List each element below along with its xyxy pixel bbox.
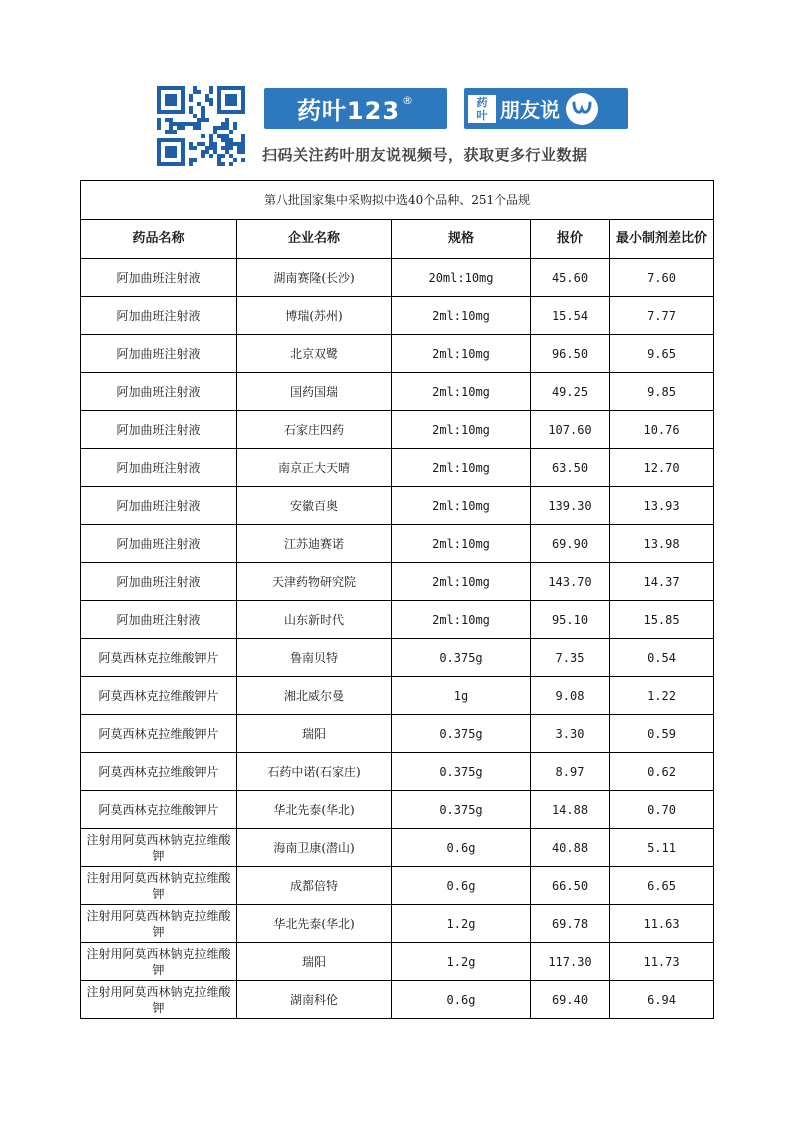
cell-unit-price: 0.59 bbox=[610, 715, 714, 753]
cell-price: 69.78 bbox=[531, 905, 610, 943]
cell-spec: 0.375g bbox=[392, 791, 531, 829]
column-header-spec: 规格 bbox=[392, 220, 531, 259]
cell-unit-price: 0.54 bbox=[610, 639, 714, 677]
table-row bbox=[81, 411, 714, 449]
table-row bbox=[81, 601, 714, 639]
cell-drug-name: 阿加曲班注射液 bbox=[81, 487, 237, 525]
cell-spec: 2ml:10mg bbox=[392, 487, 531, 525]
channel-icon bbox=[566, 93, 598, 125]
cell-company: 北京双鹭 bbox=[237, 335, 392, 373]
table-row bbox=[81, 525, 714, 563]
tagline: 扫码关注药叶朋友说视频号，获取更多行业数据 bbox=[262, 146, 588, 164]
cell-company: 瑞阳 bbox=[237, 943, 392, 981]
cell-spec: 2ml:10mg bbox=[392, 411, 531, 449]
cell-drug-name: 阿莫西林克拉维酸钾片 bbox=[81, 791, 237, 829]
table-row bbox=[81, 563, 714, 601]
cell-price: 143.70 bbox=[531, 563, 610, 601]
cell-drug-name: 阿莫西林克拉维酸钾片 bbox=[81, 753, 237, 791]
cell-drug-name: 阿加曲班注射液 bbox=[81, 297, 237, 335]
cell-price: 8.97 bbox=[531, 753, 610, 791]
cell-unit-price: 0.62 bbox=[610, 753, 714, 791]
cell-drug-name: 注射用阿莫西林钠克拉维酸钾 bbox=[81, 905, 237, 943]
cell-spec: 2ml:10mg bbox=[392, 563, 531, 601]
table-row bbox=[81, 905, 714, 943]
table-row bbox=[81, 677, 714, 715]
table-row bbox=[81, 715, 714, 753]
table-row bbox=[81, 373, 714, 411]
cell-drug-name: 注射用阿莫西林钠克拉维酸钾 bbox=[81, 981, 237, 1019]
cell-unit-price: 1.22 bbox=[610, 677, 714, 715]
cell-company: 天津药物研究院 bbox=[237, 563, 392, 601]
cell-price: 14.88 bbox=[531, 791, 610, 829]
cell-company: 华北先泰(华北) bbox=[237, 905, 392, 943]
cell-company: 华北先泰(华北) bbox=[237, 791, 392, 829]
column-header-company: 企业名称 bbox=[237, 220, 392, 259]
cell-price: 63.50 bbox=[531, 449, 610, 487]
cell-unit-price: 6.94 bbox=[610, 981, 714, 1019]
cell-price: 7.35 bbox=[531, 639, 610, 677]
cell-drug-name: 阿加曲班注射液 bbox=[81, 525, 237, 563]
cell-company: 山东新时代 bbox=[237, 601, 392, 639]
cell-drug-name: 注射用阿莫西林钠克拉维酸钾 bbox=[81, 867, 237, 905]
cell-price: 96.50 bbox=[531, 335, 610, 373]
cell-spec: 20ml:10mg bbox=[392, 259, 531, 297]
cell-unit-price: 12.70 bbox=[610, 449, 714, 487]
cell-price: 95.10 bbox=[531, 601, 610, 639]
cell-company: 湖南赛隆(长沙) bbox=[237, 259, 392, 297]
cell-price: 117.30 bbox=[531, 943, 610, 981]
cell-spec: 0.6g bbox=[392, 981, 531, 1019]
table-row bbox=[81, 981, 714, 1019]
cell-spec: 2ml:10mg bbox=[392, 525, 531, 563]
qr-code-image bbox=[157, 86, 245, 166]
cell-drug-name: 注射用阿莫西林钠克拉维酸钾 bbox=[81, 943, 237, 981]
cell-drug-name: 阿莫西林克拉维酸钾片 bbox=[81, 715, 237, 753]
cell-drug-name: 阿加曲班注射液 bbox=[81, 335, 237, 373]
cell-unit-price: 13.98 bbox=[610, 525, 714, 563]
cell-spec: 2ml:10mg bbox=[392, 335, 531, 373]
cell-company: 湖南科伦 bbox=[237, 981, 392, 1019]
cell-spec: 1.2g bbox=[392, 905, 531, 943]
procurement-table bbox=[80, 180, 713, 1019]
table-row bbox=[81, 297, 714, 335]
mini-logo-top: 药 bbox=[476, 95, 488, 109]
brand-text: 药叶123 bbox=[296, 97, 401, 125]
cell-company: 南京正大天晴 bbox=[237, 449, 392, 487]
cell-drug-name: 阿加曲班注射液 bbox=[81, 449, 237, 487]
table-header-row bbox=[81, 220, 714, 259]
friend-label: 朋友说 bbox=[500, 98, 560, 122]
cell-company: 海南卫康(潜山) bbox=[237, 829, 392, 867]
cell-price: 66.50 bbox=[531, 867, 610, 905]
cell-unit-price: 11.73 bbox=[610, 943, 714, 981]
cell-unit-price: 9.65 bbox=[610, 335, 714, 373]
cell-spec: 1.2g bbox=[392, 943, 531, 981]
table-row bbox=[81, 639, 714, 677]
cell-drug-name: 阿加曲班注射液 bbox=[81, 373, 237, 411]
cell-unit-price: 0.70 bbox=[610, 791, 714, 829]
cell-price: 69.90 bbox=[531, 525, 610, 563]
cell-price: 15.54 bbox=[531, 297, 610, 335]
cell-spec: 2ml:10mg bbox=[392, 297, 531, 335]
cell-unit-price: 14.37 bbox=[610, 563, 714, 601]
cell-drug-name: 阿莫西林克拉维酸钾片 bbox=[81, 677, 237, 715]
column-header-drug-name: 药品名称 bbox=[81, 220, 237, 259]
cell-price: 139.30 bbox=[531, 487, 610, 525]
cell-price: 45.60 bbox=[531, 259, 610, 297]
table-row bbox=[81, 487, 714, 525]
cell-unit-price: 11.63 bbox=[610, 905, 714, 943]
table-row bbox=[81, 791, 714, 829]
table-row bbox=[81, 259, 714, 297]
cell-company: 江苏迪赛诺 bbox=[237, 525, 392, 563]
cell-unit-price: 13.93 bbox=[610, 487, 714, 525]
cell-company: 石家庄四药 bbox=[237, 411, 392, 449]
cell-unit-price: 9.85 bbox=[610, 373, 714, 411]
cell-price: 107.60 bbox=[531, 411, 610, 449]
cell-spec: 0.375g bbox=[392, 715, 531, 753]
cell-company: 安徽百奥 bbox=[237, 487, 392, 525]
column-header-price: 报价 bbox=[531, 220, 610, 259]
table-caption: 第八批国家集中采购拟中选40个品种、251个品规 bbox=[81, 181, 714, 220]
cell-spec: 0.6g bbox=[392, 867, 531, 905]
cell-price: 40.88 bbox=[531, 829, 610, 867]
brand-logo bbox=[264, 88, 447, 129]
cell-spec: 0.6g bbox=[392, 829, 531, 867]
friend-channel-logo bbox=[464, 88, 628, 129]
cell-unit-price: 15.85 bbox=[610, 601, 714, 639]
cell-spec: 0.375g bbox=[392, 753, 531, 791]
cell-unit-price: 7.77 bbox=[610, 297, 714, 335]
cell-price: 3.30 bbox=[531, 715, 610, 753]
cell-drug-name: 注射用阿莫西林钠克拉维酸钾 bbox=[81, 829, 237, 867]
cell-company: 博瑞(苏州) bbox=[237, 297, 392, 335]
cell-drug-name: 阿加曲班注射液 bbox=[81, 563, 237, 601]
table-row bbox=[81, 335, 714, 373]
table-row bbox=[81, 449, 714, 487]
cell-drug-name: 阿莫西林克拉维酸钾片 bbox=[81, 639, 237, 677]
cell-spec: 2ml:10mg bbox=[392, 449, 531, 487]
cell-company: 国药国瑞 bbox=[237, 373, 392, 411]
cell-company: 瑞阳 bbox=[237, 715, 392, 753]
cell-unit-price: 7.60 bbox=[610, 259, 714, 297]
cell-company: 鲁南贝特 bbox=[237, 639, 392, 677]
cell-company: 石药中诺(石家庄) bbox=[237, 753, 392, 791]
cell-drug-name: 阿加曲班注射液 bbox=[81, 601, 237, 639]
cell-unit-price: 6.65 bbox=[610, 867, 714, 905]
cell-price: 9.08 bbox=[531, 677, 610, 715]
column-header-unit-price: 最小制剂差比价 bbox=[610, 220, 714, 259]
cell-company: 湘北威尔曼 bbox=[237, 677, 392, 715]
mini-logo-bottom: 叶 bbox=[476, 108, 488, 122]
cell-spec: 2ml:10mg bbox=[392, 601, 531, 639]
cell-company: 成都倍特 bbox=[237, 867, 392, 905]
table-row bbox=[81, 829, 714, 867]
cell-spec: 1g bbox=[392, 677, 531, 715]
cell-price: 49.25 bbox=[531, 373, 610, 411]
brand-reg-mark: ® bbox=[402, 94, 415, 107]
cell-spec: 2ml:10mg bbox=[392, 373, 531, 411]
mini-logo bbox=[468, 95, 496, 123]
cell-unit-price: 10.76 bbox=[610, 411, 714, 449]
cell-price: 69.40 bbox=[531, 981, 610, 1019]
cell-drug-name: 阿加曲班注射液 bbox=[81, 411, 237, 449]
cell-drug-name: 阿加曲班注射液 bbox=[81, 259, 237, 297]
cell-spec: 0.375g bbox=[392, 639, 531, 677]
table-row bbox=[81, 867, 714, 905]
table-row bbox=[81, 753, 714, 791]
cell-unit-price: 5.11 bbox=[610, 829, 714, 867]
table-row bbox=[81, 943, 714, 981]
